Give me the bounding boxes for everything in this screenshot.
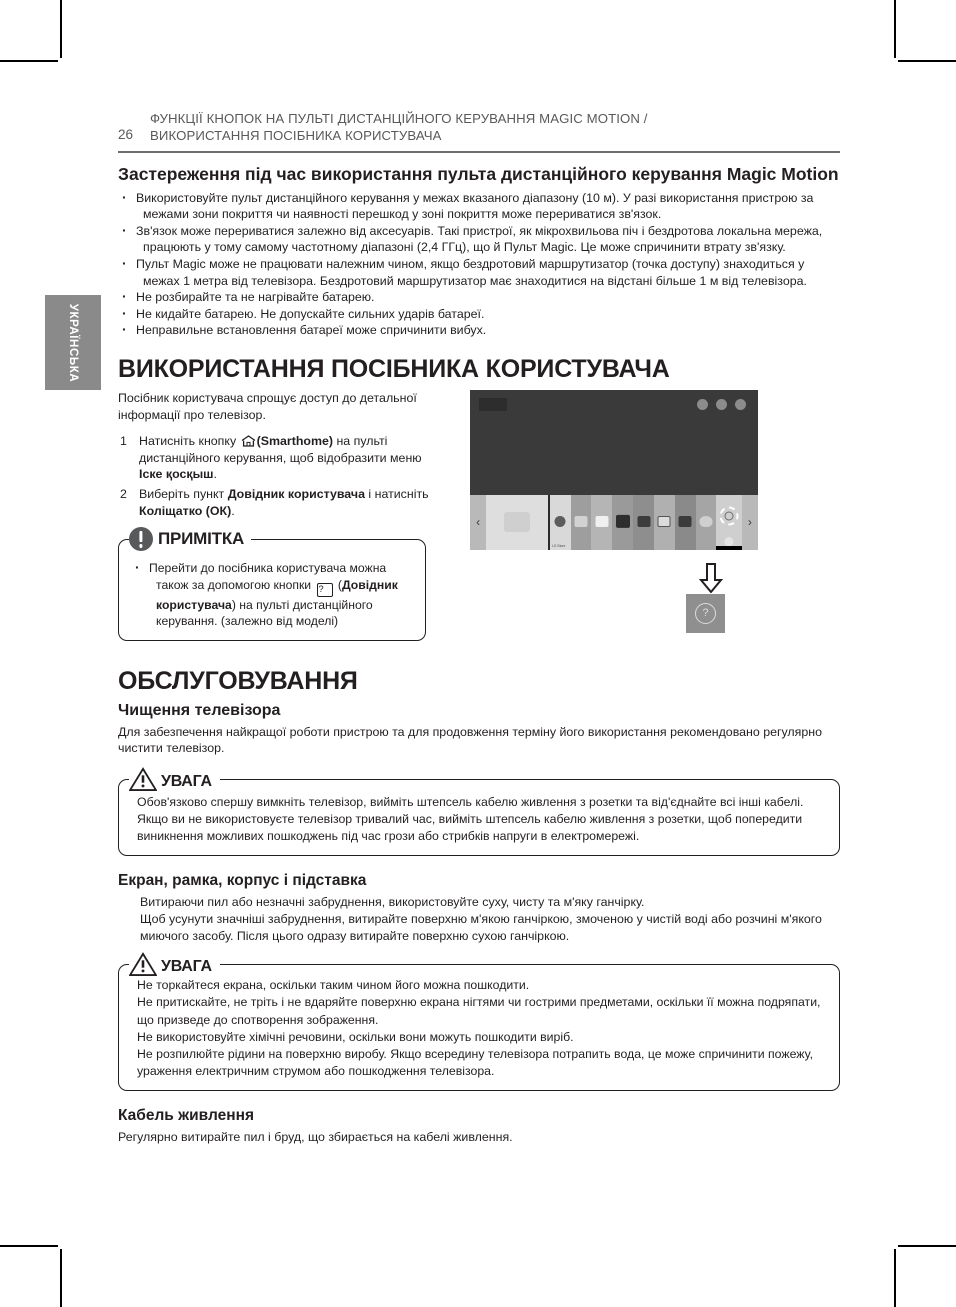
page-number: 26 — [118, 127, 134, 142]
clean-tv-heading: Чищення телевізора — [118, 701, 281, 719]
help-question-icon: ? — [695, 603, 716, 624]
caution-paragraph: Не використовуйте хімічні речовини, оскільки вони можуть пошкодити виріб. — [137, 1029, 574, 1044]
caution-box-1 — [118, 772, 840, 857]
caution-paragraph: Не розпилюйте рідини на поверхню виробу. Якщо всередину телевізора потрапить вода, це може спричинити пожежу, ураження електричним струмом або пошкодження телевізора. — [137, 1046, 814, 1079]
caution-box-1-header — [129, 767, 220, 791]
user-manual-steps — [118, 433, 448, 519]
exclamation-circle-icon — [129, 527, 153, 551]
note-box-list — [135, 560, 413, 630]
launcher-card-tv — [571, 495, 592, 550]
app-square-icon — [616, 515, 630, 528]
user-manual-columns — [118, 390, 840, 641]
tv-status-dot — [716, 399, 727, 410]
photo-icon — [637, 516, 650, 527]
caution-box-2-header — [129, 952, 220, 976]
magic-motion-bullet: · Використовуйте пульт дистанційного керування у межах вказаного діапазону (10 м). У разі використання пристрою за межами зони покриття чи наявності перешкод у зоні покриття може перериватися зв'язок. — [136, 190, 840, 223]
cloud-icon — [699, 516, 712, 527]
caution-box-1-label: УВАГА — [161, 772, 212, 790]
tv-screen-mock — [470, 390, 758, 550]
caution-paragraph: Якщо ви не використовуєте телевізор тривалий час, вийміть штепсель кабелю живлення з розетки, щоб попередити виникнення можливих пошкоджень під час грози або стрибків напруги в електромережі. — [137, 811, 803, 844]
magic-motion-bullet-list — [118, 190, 840, 339]
user-manual-text-column — [118, 390, 448, 641]
screen-frame-paragraph: Щоб усунути значніші забруднення, витирайте поверхню м'якою ганчіркою, змоченою у чистій воді або розчині м'якого миючого засобу. Після цього одразу витирайте поверхню сухою ганчіркою. — [140, 911, 822, 943]
help-key-icon: ? — [317, 583, 333, 597]
launcher-card-store — [550, 495, 571, 550]
tv-status-dot — [735, 399, 746, 410]
step-number: 1 — [120, 434, 127, 449]
launcher-card-selected-settings[interactable] — [716, 495, 741, 550]
crop-mark-bottom-left-vertical — [60, 1249, 62, 1307]
power-cable-heading: Кабель живлення — [118, 1107, 255, 1125]
magic-motion-bullet: · Пульт Magic може не працювати належним чином, якщо бездротовий маршрутизатор (точка доступу) знаходиться у межах 1 метра від телевізора. Бездротовий маршрутизатор має знаходитися на відстані більше 1 м від телевізора. — [136, 256, 840, 289]
launcher-prev-arrow-icon: ‹ — [476, 515, 481, 530]
power-cable-text: Регулярно витирайте пил і бруд, що збирається на кабелі живлення. — [118, 1130, 513, 1145]
launcher-card-gallery — [654, 495, 675, 550]
launcher-card-cloud — [696, 495, 717, 550]
crop-mark-top-left-horizontal — [0, 60, 58, 62]
caution-paragraph: Не торкайтеся екрана, оскільки таким чином його можна пошкодити. — [137, 978, 530, 993]
caution-box-2 — [118, 958, 840, 1091]
crop-mark-top-right-horizontal — [898, 60, 956, 62]
user-manual-intro: Посібник користувача спрощує доступ до детальної інформації про телевізор. — [118, 390, 417, 422]
down-arrow-icon — [698, 563, 724, 598]
magic-motion-bullet: · Зв'язок може перериватися залежно від аксесуарів. Такі пристрої, як мікрохвильова піч і бездротова локальна мережа, працюють у тому самому частотному діапазоні (2,4 ГГц), що й Пульт Magic. Це може спричинити втрату зв'язку. — [136, 223, 840, 256]
screen-frame-heading: Екран, рамка, корпус і підставка — [118, 872, 367, 890]
launcher-card-device — [675, 495, 696, 550]
store-icon — [555, 516, 566, 527]
magic-motion-bullet: · Не розбирайте та не нагрівайте батарею. — [136, 289, 840, 306]
caution-paragraph: Не притискайте, не тріть і не вдаряйте поверхню екрана нігтями чи гострими предметами, оскільки її можна подряпати, що призведе до спотворення зображення. — [137, 995, 821, 1027]
language-side-tab-label: УКРАЇНСЬКА — [67, 303, 79, 382]
header-rule — [118, 151, 840, 153]
crop-mark-top-left-vertical — [60, 0, 62, 58]
help-key-chip — [686, 594, 725, 633]
screen-frame-body — [118, 894, 840, 944]
crop-mark-bottom-right-vertical — [894, 1249, 896, 1307]
clean-tv-text: Для забезпечення найкращої роботи пристрою та для продовження терміну його використання рекомендовано регулярно чистити телевізор. — [118, 724, 822, 756]
note-box — [118, 529, 426, 641]
gear-icon — [725, 511, 734, 520]
tv-launcher-bar — [470, 495, 758, 550]
crop-mark-bottom-right-horizontal — [898, 1245, 956, 1247]
warning-triangle-icon — [129, 952, 157, 976]
caution-paragraph: Обов'язково спершу вимкніть телевізор, вийміть штепсель кабелю живлення з розетки та від'єднайте всі інші кабелі. — [137, 794, 804, 809]
running-head-line-1: ФУНКЦІЇ КНОПОК НА ПУЛЬТІ ДИСТАНЦІЙНОГО КЕРУВАННЯ MAGIC MOTION / — [150, 111, 648, 126]
smarthome-icon — [241, 435, 256, 447]
step-number: 2 — [120, 486, 127, 501]
screen-frame-paragraph: Витираючи пил або незначні забруднення, використовуйте суху, чисту та м'яку ганчірку. — [140, 895, 645, 910]
note-box-header — [129, 527, 251, 551]
crop-mark-bottom-left-horizontal — [0, 1245, 58, 1247]
input-arrow-icon — [595, 516, 608, 527]
user-manual-step: 2 Виберіть пункт Довідник користувача і натисніть Коліщатко (ОК). — [120, 486, 429, 518]
launcher-card-photo — [633, 495, 654, 550]
caution-box-2-body — [137, 977, 825, 1080]
caution-box-1-body — [137, 794, 825, 846]
launcher-card-app — [612, 495, 633, 550]
magic-motion-heading: Застереження під час використання пульта дистанційного керування Magic Motion — [118, 163, 839, 184]
tv-icon — [575, 516, 588, 527]
launcher-featured-card — [486, 495, 550, 550]
note-box-item: · Перейти до посібника користувача можна також за допомогою кнопки ? (Довідник користувача) на пульті дистанційного керування. (залежно від моделі) — [149, 560, 413, 630]
gallery-icon — [658, 516, 671, 527]
magic-motion-bullet: · Неправильне встановлення батареї може спричинити вибух. — [136, 322, 840, 339]
language-side-tab — [45, 295, 101, 390]
tv-illustration-column — [470, 390, 770, 641]
tv-status-dot — [697, 399, 708, 410]
running-head — [118, 110, 840, 148]
warning-triangle-icon — [129, 767, 157, 791]
tv-status-dots — [697, 399, 746, 410]
magic-motion-bullet: · Не кидайте батарею. Не допускайте сильних ударів батареї. — [136, 306, 840, 323]
caution-box-2-label: УВАГА — [161, 958, 212, 976]
user-manual-heading: ВИКОРИСТАННЯ ПОСІБНИКА КОРИСТУВАЧА — [118, 354, 670, 383]
page-content — [118, 110, 840, 1146]
tv-logo-placeholder — [479, 398, 507, 411]
launcher-card-input — [591, 495, 612, 550]
note-box-label: ПРИМІТКА — [158, 529, 245, 549]
device-icon — [679, 516, 692, 527]
service-heading: ОБСЛУГОВУВАННЯ — [118, 666, 358, 695]
crop-mark-top-right-vertical — [894, 0, 896, 58]
launcher-card-tab — [725, 537, 734, 546]
running-head-line-2: ВИКОРИСТАННЯ ПОСІБНИКА КОРИСТУВАЧА — [150, 128, 442, 143]
user-manual-step: 1 Натисніть кнопку (Smarthome) на пульті дистанційного керування, щоб відобразити меню Іске қосқыш. — [120, 434, 422, 482]
launcher-next-arrow-icon: › — [747, 515, 752, 530]
launcher-card-caption: LG Store — [551, 543, 566, 548]
